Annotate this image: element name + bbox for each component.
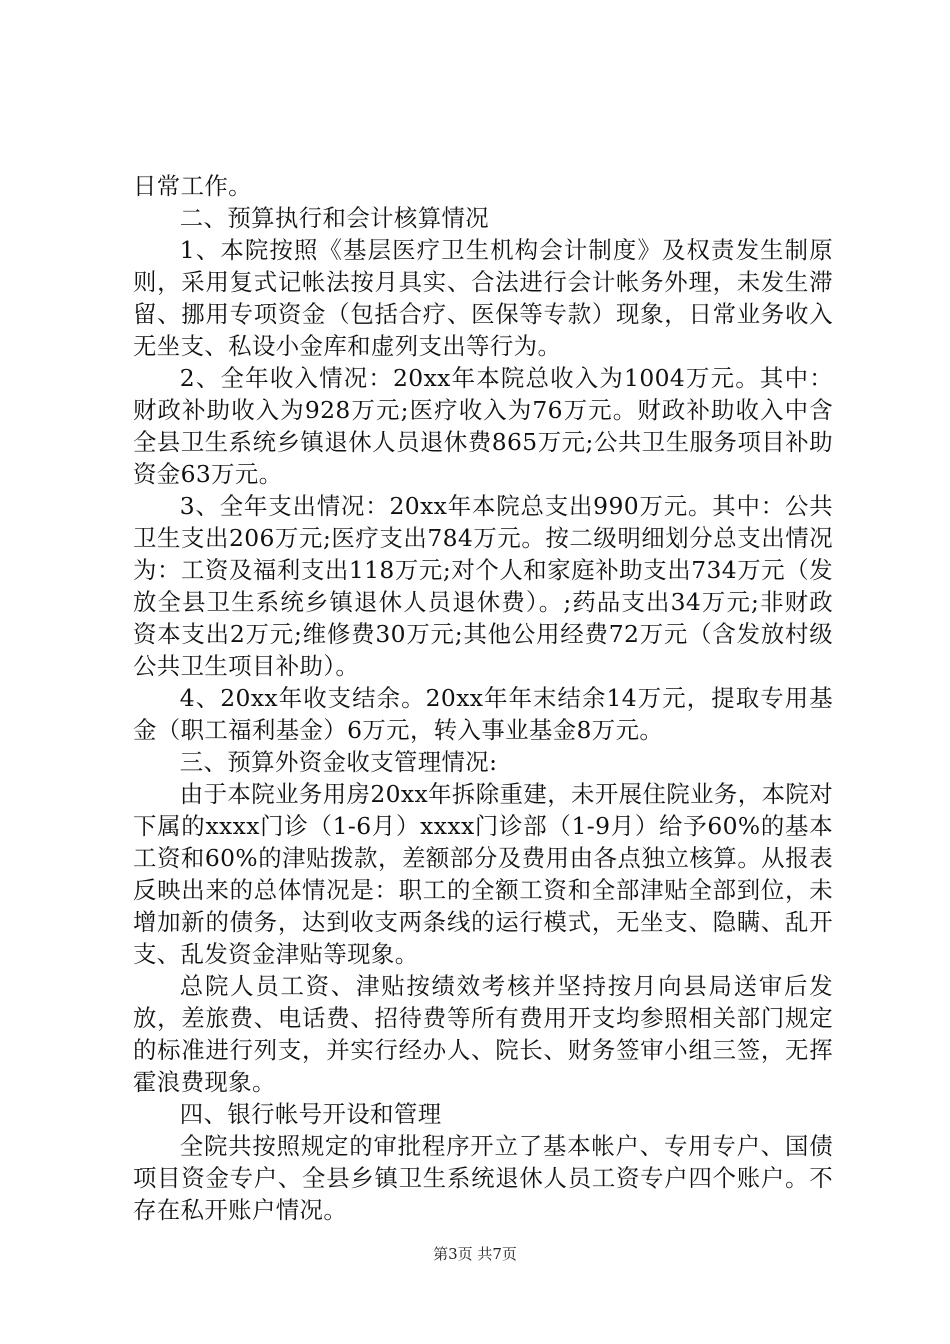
page-number-footer: 第3页 共7页 bbox=[433, 1245, 517, 1263]
paragraph-extra-budget: 由于本院业务用房20xx年拆除重建，未开展住院业务，本院对下属的xxxx门诊（1-6月）xxxx门诊部（1-9月）给予60%的基本工资和60%的津贴拨款，差额部分及费用由各点独立核算。从报表反映出来的总体情况是：职工的全额工资和全部津贴全部到位，未增加新的债务，达到收支两条线的运行模式，无坐支、隐瞒、乱开支、乱发资金津贴等现象。 bbox=[133, 780, 833, 968]
paragraph-continuation: 日常工作。 bbox=[133, 172, 252, 200]
section-heading-extra-budget: 三、预算外资金收支管理情况: bbox=[179, 748, 498, 776]
paragraph-balance: 4、20xx年收支结余。20xx年年末结余14万元，提取专用基金（职工福利基金）6万元，转入事业基金8万元。 bbox=[133, 684, 833, 744]
paragraph-income: 2、全年收入情况：20xx年本院总收入为1004万元。其中：财政补助收入为928万元;医疗收入为76万元。财政补助收入中含全县卫生系统乡镇退休人员退休费865万元;公共卫生服务项目补助资金63万元。 bbox=[133, 364, 833, 488]
section-heading-budget-execution: 二、预算执行和会计核算情况 bbox=[179, 204, 490, 232]
paragraph-salary: 总院人员工资、津贴按绩效考核并坚持按月向县局送审后发放，差旅费、电话费、招待费等所有费用开支均参照相关部门规定的标准进行列支，并实行经办人、院长、财务签审小组三签，无挥霍浪费现象。 bbox=[133, 972, 833, 1096]
document-body bbox=[133, 170, 833, 1226]
section-heading-bank-accounts: 四、银行帐号开设和管理 bbox=[179, 1100, 442, 1128]
paragraph-accounting-system: 1、本院按照《基层医疗卫生机构会计制度》及权责发生制原则，采用复式记帐法按月具实、合法进行会计帐务外理，未发生滞留、挪用专项资金（包括合疗、医保等专款）现象，日常业务收入无坐支、私设小金库和虚列支出等行为。 bbox=[133, 236, 833, 360]
paragraph-bank-accounts: 全院共按照规定的审批程序开立了基本帐户、专用专户、国债项目资金专户、全县乡镇卫生系统退休人员工资专户四个账户。不存在私开账户情况。 bbox=[133, 1132, 833, 1224]
paragraph-expenditure: 3、全年支出情况：20xx年本院总支出990万元。其中：公共卫生支出206万元;医疗支出784万元。按二级明细划分总支出情况为：工资及福利支出118万元;对个人和家庭补助支出734万元（发放全县卫生系统乡镇退休人员退休费）。;药品支出34万元;非财政资本支出2万元;维修费30万元;其他公用经费72万元（含发放村级公共卫生项目补助）。 bbox=[133, 492, 833, 680]
